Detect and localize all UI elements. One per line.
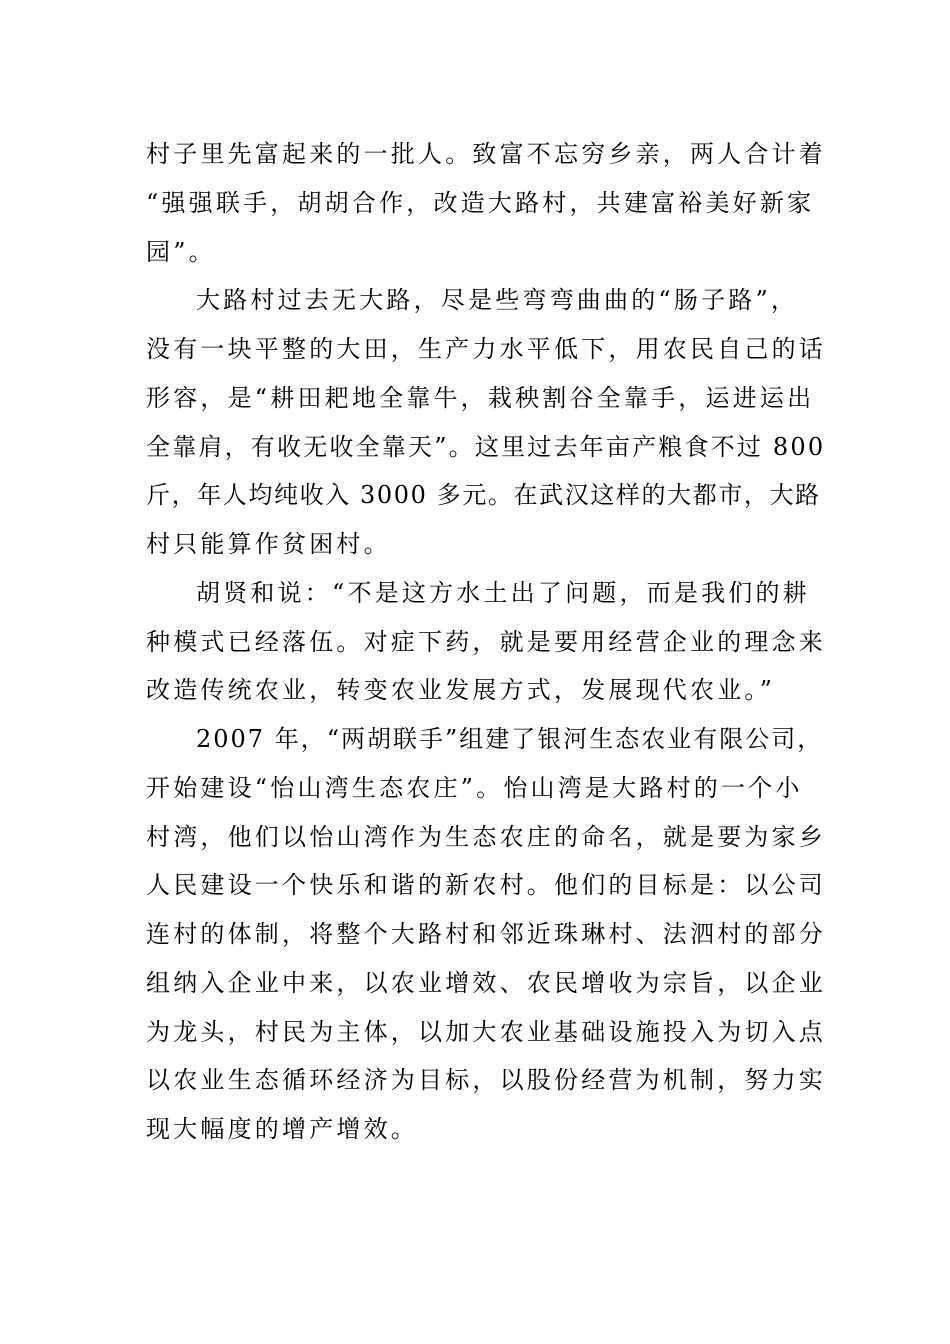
text-line: 形容，是“耕田耙地全靠牛，栽秧割谷全靠手，运进运出 [146,383,815,412]
text-line: 连村的体制，将整个大路村和邻近珠琳村、法泗村的部分 [146,920,826,948]
text-line: 村子里先富起来的一批人。致富不忘穷乡亲，两人合计着 [146,140,826,168]
text-line: 种模式已经落伍。对症下药，就是要用经营企业的理念来 [146,627,826,656]
text-line: 改造传统农业，转变农业发展方式，发展现代农业。” [146,676,776,705]
text-line: 全靠肩，有收无收全靠天”。这里过去年亩产粮食不过 800 [146,432,826,461]
text-line: 斤，年人均纯收入 3000 多元。在武汉这样的大都市，大路 [146,481,821,510]
text-line: 组纳入企业中来，以农业增效、农民增收为宗旨，以企业 [146,968,826,997]
text-line: 以农业生态循环经济为目标，以股份经营为机制，努力实 [146,1066,826,1095]
body-text [146,130,826,1154]
text-line: 没有一块平整的大田，生产力水平低下，用农民自己的话 [146,335,826,363]
text-line: 现大幅度的增产增效。 [146,1115,418,1143]
paragraph-first-line: 大路村过去无大路，尽是些弯弯曲曲的“肠子路”， [196,286,799,315]
text-line: 人民建设一个快乐和谐的新农村。他们的目标是：以公司 [146,871,826,900]
text-line: 村湾，他们以怡山湾作为生态农庄的命名，就是要为家乡 [146,822,826,851]
paragraph-first-line: 胡贤和说：“不是这方水土出了问题，而是我们的耕 [196,578,810,607]
paragraph-first-line: 2007 年，“两胡联手”组建了银河生态农业有限公司， [196,725,824,753]
text-line: 为龙头，村民为主体，以加大农业基础设施投入为切入点 [146,1017,826,1046]
text-line: 园”。 [146,237,216,266]
text-line: “强强联手，胡胡合作，改造大路村，共建富裕美好新家 [146,188,815,217]
text-line: 村只能算作贫困村。 [146,530,391,558]
text-line: 开始建设“怡山湾生态农庄”。怡山湾是大路村的一个小 [146,773,803,802]
